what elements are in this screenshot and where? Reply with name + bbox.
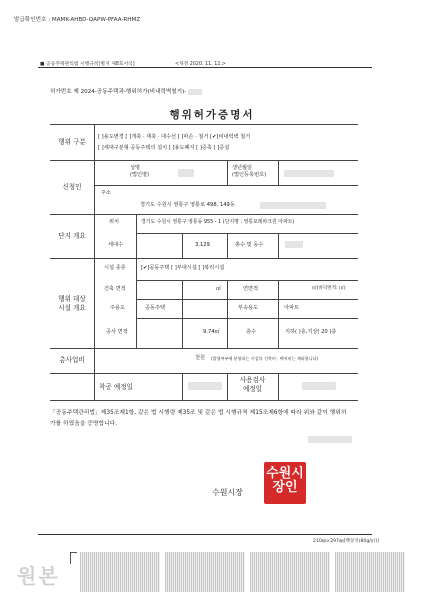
floors-label: 총수 및 동수 <box>235 242 264 248</box>
form-name: ■ 공동주택관리법 시행규칙[별지 제8호서식] <box>40 62 135 67</box>
applicant-address-label: 주소 <box>101 190 112 196</box>
verification-barcode <box>250 552 330 592</box>
verification-barcode <box>80 552 160 592</box>
sub-use-value: 아파트 <box>284 305 300 311</box>
households-label: 세대수 <box>108 242 124 248</box>
redacted-date <box>308 436 352 443</box>
total-cost-value: 천원 <box>195 355 206 361</box>
stories-label: 층수 <box>246 329 257 335</box>
verification-barcode <box>165 552 245 592</box>
redacted-applicant-birth <box>284 170 334 177</box>
barcode-marker-icon <box>70 552 77 564</box>
seal-text: 수원시 장인 <box>266 466 304 495</box>
main-use-value: 공동주택 <box>145 305 166 311</box>
building-area-unit: ㎡ <box>216 286 222 292</box>
floor-area-label: 연면적 <box>243 286 259 292</box>
total-cost-note: (발생여부에 분양되는 시설의 건축비 · 택지비는 제외합니다) <box>211 356 319 361</box>
main-use-label: 주용도 <box>110 305 126 311</box>
permit-number: 허가번호 제 2024-공동주택과-행위허가(비내력벽철거)- <box>50 87 202 95</box>
action-type-line2: [ ]세대구분형 공동주택의 설치 [ ]용도폐지 [ ]증축 [ ]증설 <box>98 145 230 151</box>
floor-area-unit: ㎡(바닥면적: ㎡) <box>312 286 346 291</box>
applicant-birth-label: 생년월일 (법인등록번호) <box>232 165 267 178</box>
redacted-inspection-date <box>302 382 336 390</box>
issuer-name: 수원시장 <box>212 488 243 497</box>
action-type-label: 행위 구분 <box>58 138 86 146</box>
paper-size: 210㎜×297㎜[백상지(80g/㎡)] <box>313 539 379 544</box>
redacted-floors-value <box>285 241 303 248</box>
redacted-start-date <box>188 382 222 390</box>
form-revision: <개정 2020. 11. 12.> <box>175 62 226 67</box>
start-date-label: 착공 예정일 <box>99 383 133 391</box>
complex-location-label: 위치 <box>109 219 120 225</box>
issue-confirmation-number: 발급확인번호 : MAMK-AHBD-QAPW-PFAA-RHMZ <box>14 17 141 23</box>
certification-text: 「공동주택관리법」제35조제1항, 같은 법 시행령 제35조 및 같은 법 시행규칙 제15조제6항에 따라 위와 같이 행위허가를 하였음을 증명합니다. <box>50 410 347 427</box>
applicant-address-value: 경기도 수원시 영통구 영통로 498, 149동 <box>140 202 235 208</box>
applicant-label: 신청인 <box>62 183 82 191</box>
complex-location-value: 경기도 수원시 영통구 영통동 955 - 1 (단지명 : 영통포레파크원 아파트) <box>141 219 295 225</box>
redacted-permit-suffix <box>188 89 202 95</box>
total-cost-label: 총사업비 <box>59 356 85 364</box>
redacted-address-suffix <box>260 202 326 209</box>
building-area-label: 건축 면적 <box>104 286 126 292</box>
document-title: 행위허가증명서 <box>169 109 255 121</box>
sub-use-label: 부속용도 <box>238 305 259 311</box>
households-value: 3,129 <box>195 242 210 248</box>
redacted-applicant-name <box>178 169 194 177</box>
verification-barcode <box>335 552 405 592</box>
work-area-value: 9.74㎡ <box>203 329 220 335</box>
complex-label: 단지 개요 <box>58 232 86 240</box>
official-seal <box>264 462 306 504</box>
original-watermark: 원본 <box>17 564 60 588</box>
facility-type-value: [✔]공동주택 [ ]부대시설 [ ]복리시설 <box>141 265 225 271</box>
inspection-date-label: 사용검사 예정일 <box>239 376 266 393</box>
facility-label: 행위 대상 시설 개요 <box>58 295 86 312</box>
applicant-name-label: 성명 (법인명) <box>130 165 150 178</box>
stories-value: 지하( )층,지상( 20 )층 <box>285 329 337 335</box>
action-type-line1: [ ]용도변경 [ ]개축 · 재축 · 대수선 [ ]파손 · 철거 [✔]비내력벽 철거 <box>98 134 251 140</box>
facility-type-label: 시설 종류 <box>104 265 126 271</box>
work-area-label: 공사 면적 <box>106 329 128 335</box>
